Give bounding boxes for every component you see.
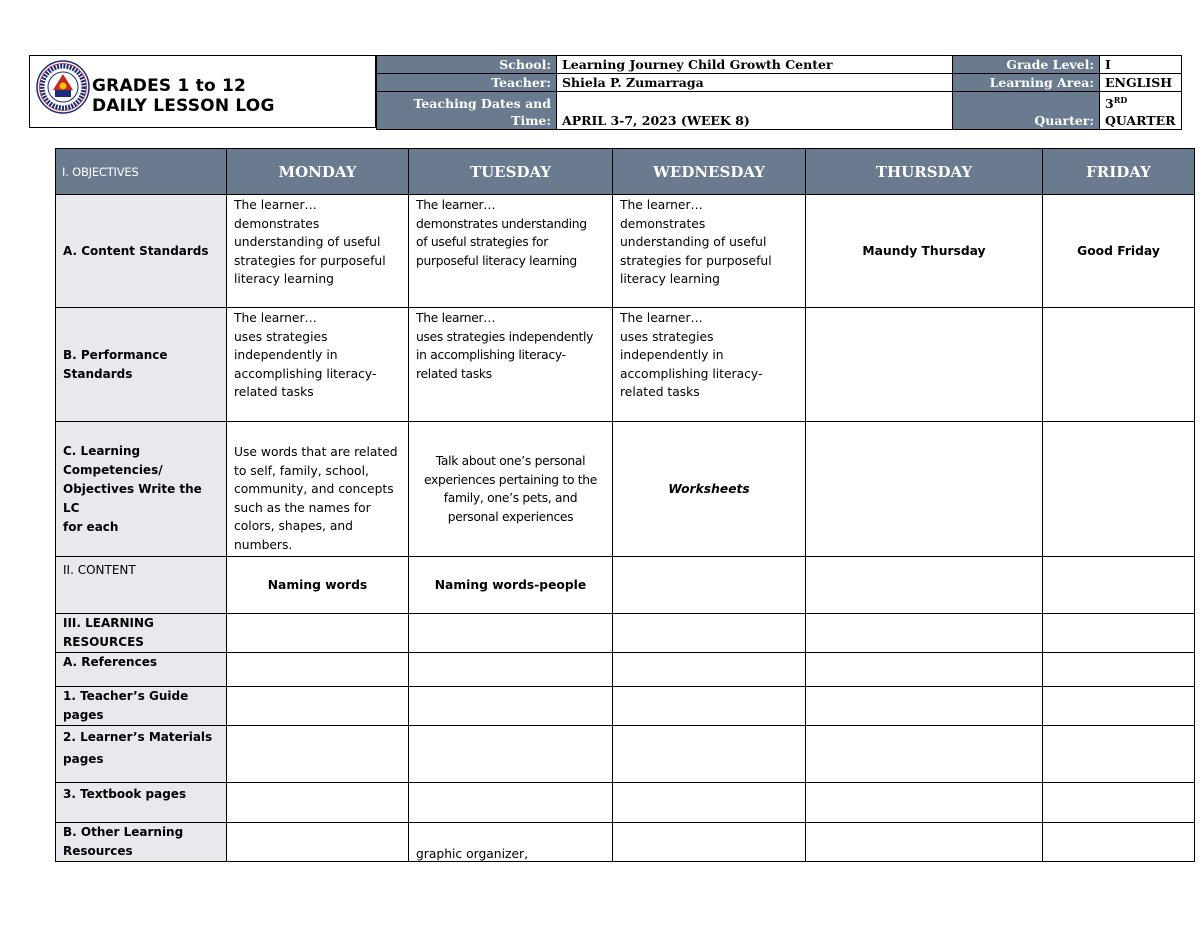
performance-standards-friday bbox=[1043, 308, 1195, 422]
table-row bbox=[56, 653, 1195, 687]
textbook-friday bbox=[1043, 783, 1195, 823]
content-standards-monday: The learner… demonstrates understanding of useful strategies for purposeful literacy learning bbox=[227, 195, 409, 308]
learning-area-label: Learning Area: bbox=[953, 74, 1100, 92]
content-friday bbox=[1043, 557, 1195, 614]
other-monday bbox=[227, 823, 409, 862]
lesson-log-table bbox=[55, 148, 1195, 862]
quarter-word: QUARTER bbox=[1105, 113, 1176, 129]
teaching-dates-label-line1: Teaching Dates and bbox=[413, 96, 551, 112]
references-label: A. References bbox=[56, 653, 227, 687]
deped-seal-icon bbox=[36, 60, 90, 114]
performance-standards-label: B. Performance Standards bbox=[56, 308, 227, 422]
teacher-label: Teacher: bbox=[377, 74, 557, 92]
tg-thursday bbox=[806, 687, 1043, 726]
other-friday bbox=[1043, 823, 1195, 862]
tg-wednesday bbox=[613, 687, 806, 726]
header-title-line1: GRADES 1 to 12 bbox=[92, 76, 247, 96]
textbook-monday bbox=[227, 783, 409, 823]
table-row bbox=[56, 726, 1195, 783]
references-wednesday bbox=[613, 653, 806, 687]
other-resources-label: B. Other Learning Resources bbox=[56, 823, 227, 862]
resources-thursday bbox=[806, 614, 1043, 653]
table-row bbox=[56, 783, 1195, 823]
content-wednesday bbox=[613, 557, 806, 614]
grade-level-label: Grade Level: bbox=[953, 56, 1100, 74]
tg-monday bbox=[227, 687, 409, 726]
tg-friday bbox=[1043, 687, 1195, 726]
learners-materials-label: 2. Learner’s Materials pages bbox=[56, 726, 227, 783]
teaching-dates-value: APRIL 3-7, 2023 (WEEK 8) bbox=[557, 92, 953, 130]
quarter-number: 3RD bbox=[1105, 95, 1128, 112]
competencies-friday bbox=[1043, 422, 1195, 557]
competencies-label: C. Learning Competencies/ Objectives Write the LC for each bbox=[56, 422, 227, 557]
quarter-label: Quarter: bbox=[953, 92, 1100, 130]
learning-area-value: ENGLISH bbox=[1100, 74, 1182, 92]
teaching-dates-label bbox=[377, 92, 557, 130]
lm-thursday bbox=[806, 726, 1043, 783]
table-row bbox=[56, 308, 1195, 422]
content-standards-friday: Good Friday bbox=[1043, 195, 1195, 308]
teacher-value: Shiela P. Zumarraga bbox=[557, 74, 953, 92]
teachers-guide-label: 1. Teacher’s Guide pages bbox=[56, 687, 227, 726]
references-thursday bbox=[806, 653, 1043, 687]
day-header-tuesday: TUESDAY bbox=[409, 149, 613, 195]
resources-monday bbox=[227, 614, 409, 653]
resources-wednesday bbox=[613, 614, 806, 653]
resources-label: III. LEARNING RESOURCES bbox=[56, 614, 227, 653]
tg-tuesday bbox=[409, 687, 613, 726]
day-header-friday: FRIDAY bbox=[1043, 149, 1195, 195]
resources-friday bbox=[1043, 614, 1195, 653]
lm-monday bbox=[227, 726, 409, 783]
performance-standards-tuesday: The learner… uses strategies independently in accomplishing literacy- related tasks bbox=[409, 308, 613, 422]
textbook-tuesday bbox=[409, 783, 613, 823]
table-row bbox=[56, 823, 1195, 862]
content-standards-thursday: Maundy Thursday bbox=[806, 195, 1043, 308]
other-tuesday: graphic organizer, bbox=[409, 823, 613, 862]
header-title-box bbox=[29, 55, 376, 128]
resources-tuesday bbox=[409, 614, 613, 653]
lm-tuesday bbox=[409, 726, 613, 783]
textbook-wednesday bbox=[613, 783, 806, 823]
content-label: II. CONTENT bbox=[56, 557, 227, 614]
other-wednesday bbox=[613, 823, 806, 862]
competencies-tuesday: Talk about one’s personal experiences pertaining to the family, one’s pets, and personal experiences bbox=[409, 422, 613, 557]
school-label: School: bbox=[377, 56, 557, 74]
quarter-value bbox=[1100, 92, 1182, 130]
table-row bbox=[56, 195, 1195, 308]
header-info-table bbox=[376, 55, 1182, 130]
table-row bbox=[56, 687, 1195, 726]
header-title bbox=[92, 76, 275, 116]
school-value: Learning Journey Child Growth Center bbox=[557, 56, 953, 74]
lm-friday bbox=[1043, 726, 1195, 783]
day-header-wednesday: WEDNESDAY bbox=[613, 149, 806, 195]
content-standards-tuesday: The learner… demonstrates understanding of useful strategies for purposeful literacy learning bbox=[409, 195, 613, 308]
lm-wednesday bbox=[613, 726, 806, 783]
other-thursday bbox=[806, 823, 1043, 862]
day-header-thursday: THURSDAY bbox=[806, 149, 1043, 195]
content-thursday bbox=[806, 557, 1043, 614]
content-standards-label: A. Content Standards bbox=[56, 195, 227, 308]
content-monday: Naming words bbox=[227, 557, 409, 614]
competencies-thursday bbox=[806, 422, 1043, 557]
table-header-row bbox=[56, 149, 1195, 195]
teaching-dates-label-line2: Time: bbox=[511, 113, 551, 129]
header-title-line2: DAILY LESSON LOG bbox=[92, 96, 275, 116]
performance-standards-thursday bbox=[806, 308, 1043, 422]
table-row bbox=[56, 422, 1195, 557]
textbook-thursday bbox=[806, 783, 1043, 823]
objectives-header: I. OBJECTIVES bbox=[56, 149, 227, 195]
content-tuesday: Naming words-people bbox=[409, 557, 613, 614]
grade-level-value: I bbox=[1100, 56, 1182, 74]
competencies-wednesday: Worksheets bbox=[613, 422, 806, 557]
references-monday bbox=[227, 653, 409, 687]
content-standards-wednesday: The learner… demonstrates understanding of useful strategies for purposeful literacy learning bbox=[613, 195, 806, 308]
textbook-label: 3. Textbook pages bbox=[56, 783, 227, 823]
table-row bbox=[56, 557, 1195, 614]
references-friday bbox=[1043, 653, 1195, 687]
day-header-monday: MONDAY bbox=[227, 149, 409, 195]
table-row bbox=[56, 614, 1195, 653]
competencies-monday: Use words that are related to self, family, school, community, and concepts such as the names for colors, shapes, and numbers. bbox=[227, 422, 409, 557]
references-tuesday bbox=[409, 653, 613, 687]
performance-standards-monday: The learner… uses strategies independently in accomplishing literacy- related tasks bbox=[227, 308, 409, 422]
performance-standards-wednesday: The learner… uses strategies independently in accomplishing literacy- related tasks bbox=[613, 308, 806, 422]
